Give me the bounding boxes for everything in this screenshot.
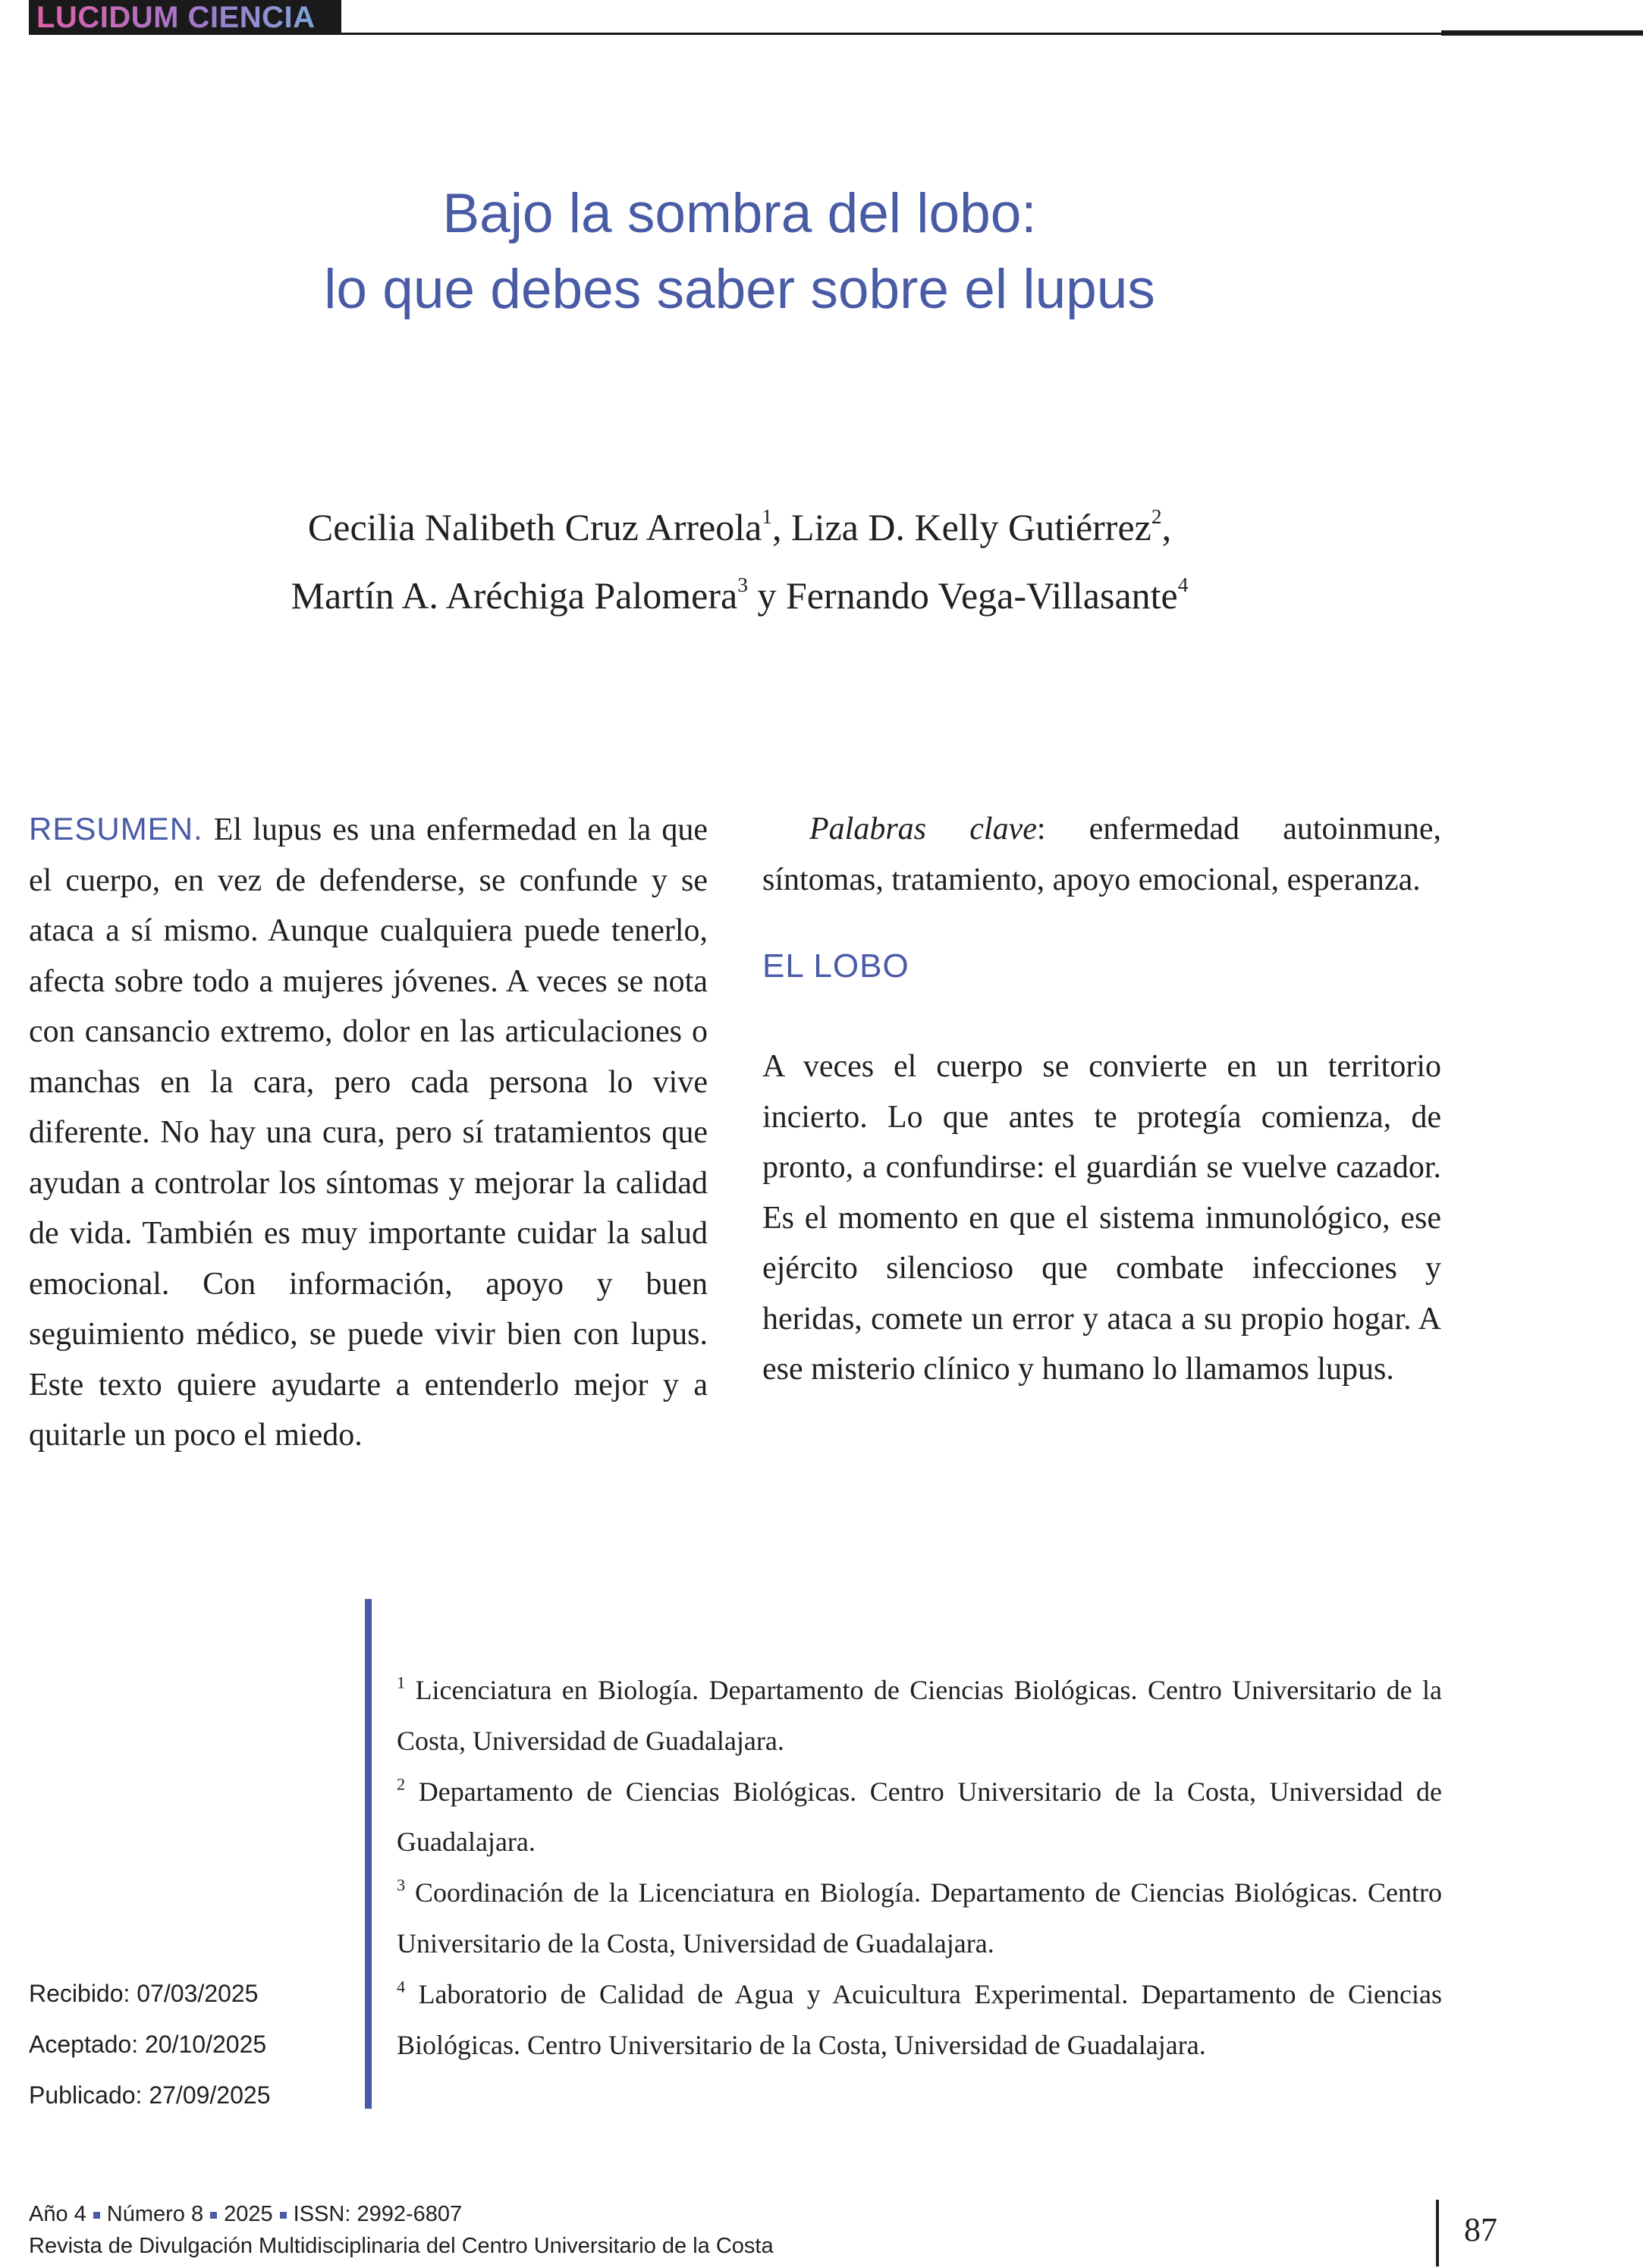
square-bullet-icon: [210, 2212, 217, 2219]
footnote-text: Departamento de Ciencias Biológicas. Centro Universitario de la Costa, Universidad de Guadalajara.: [397, 1776, 1442, 1858]
journal-brand-name: LUCIDUM CIENCIA: [36, 1, 316, 34]
footnote-item: [397, 1969, 1442, 2071]
footnote-number: 3: [397, 1875, 406, 1895]
square-bullet-icon: [280, 2212, 287, 2219]
journal-name: Revista de Divulgación Multidisciplinaria del Centro Universitario de la Costa: [29, 2234, 774, 2258]
abstract-paragraph: [29, 804, 708, 1461]
author-affiliation-mark: 3: [737, 573, 748, 596]
page-footer: [29, 2198, 774, 2262]
author-affiliation-mark: 1: [762, 504, 773, 528]
issue-issn: ISSN: 2992-6807: [293, 2202, 463, 2226]
author-separator: ,: [1161, 506, 1172, 548]
page-number-rule: [1436, 2200, 1439, 2266]
issue-pub-year: 2025: [224, 2202, 273, 2226]
date-received: Recibido: 07/03/2025: [29, 1980, 259, 2007]
author-name: Martín A. Aréchiga Palomera: [291, 574, 738, 617]
footnote-item: [397, 1665, 1442, 1767]
footnote-item: [397, 1867, 1442, 1969]
author-separator: y: [747, 574, 786, 617]
date-accepted: Aceptado: 20/10/2025: [29, 2031, 267, 2058]
footnote-number: 4: [397, 1977, 406, 1996]
footnote-text: Coordinación de la Licenciatura en Biología. Departamento de Ciencias Biológicas. Centro Universitario de la Costa, Universidad de Guadalajara.: [397, 1877, 1442, 1959]
abstract-text: El lupus es una enfermedad en la que el cuerpo, en vez de defenderse, se confunde y se ataca a sí mismo. Aunque cualquiera puede tenerlo, afecta sobre todo a mujeres jóvenes. A veces se nota con cansancio extremo, dolor en las articulaciones o manchas en la cara, pero cada persona lo vive diferente. No hay una cura, pero sí tratamientos que ayudan a controlar los síntomas y mejorar la calidad de vida. También es muy importante cuidar la salud emocional. Con información, apoyo y buen seguimiento médico, se puede vivir bien con lupus. Este texto quiere ayudarte a entenderlo mejor y a quitarle un poco el miedo.: [29, 812, 708, 1453]
title-line-1: Bajo la sombra del lobo:: [442, 183, 1037, 244]
article-title: [0, 176, 1479, 328]
section-heading: EL LOBO: [762, 947, 909, 985]
keywords-label: Palabras clave: [809, 812, 1037, 847]
keywords-text: : enfermedad autoinmune, síntomas, tratamiento, apoyo emocional, esperanza.: [762, 812, 1442, 897]
section-paragraph: A veces el cuerpo se convierte en un territorio incierto. Lo que antes te protegía comienza, de pronto, a confundirse: el guardián se vuelve cazador. Es el momento en que el sistema inmunológico, ese ejército silencioso que combate infecciones y heridas, comete un error y ataca a su propio hogar. A ese misterio clínico y humano lo llamamos lupus.: [762, 1049, 1441, 1387]
affiliations-footnotes: [397, 1665, 1442, 2070]
page-number: 87: [1464, 2211, 1497, 2248]
footnote-number: 1: [397, 1673, 406, 1692]
right-column: [762, 804, 1441, 1395]
date-published: Publicado: 27/09/2025: [29, 2081, 271, 2109]
footnote-item: [397, 1767, 1442, 1868]
footnote-text: Laboratorio de Calidad de Agua y Acuicultura Experimental. Departamento de Ciencias Biológicas. Centro Universitario de la Costa, Universidad de Guadalajara.: [397, 1978, 1442, 2060]
footnotes-accent-bar: [365, 1599, 372, 2109]
author-name: Cecilia Nalibeth Cruz Arreola: [307, 506, 762, 548]
author-affiliation-mark: 4: [1177, 573, 1189, 596]
author-name: Fernando Vega-Villasante: [785, 574, 1178, 617]
author-line-2: [0, 561, 1479, 630]
title-line-2: lo que debes saber sobre el lupus: [324, 259, 1155, 320]
author-affiliation-mark: 2: [1151, 504, 1162, 528]
issue-number: Número 8: [106, 2202, 204, 2226]
footnote-number: 2: [397, 1774, 406, 1794]
issue-info: [29, 2198, 774, 2230]
abstract-column: [29, 804, 708, 1461]
author-separator: ,: [772, 506, 792, 548]
header-rule: [341, 33, 1441, 35]
issue-year: Año 4: [29, 2202, 86, 2226]
square-bullet-icon: [93, 2212, 100, 2219]
keywords-paragraph: [762, 804, 1441, 905]
abstract-label: RESUMEN.: [29, 811, 203, 847]
journal-brand-banner: [29, 0, 341, 35]
header-rule-thick: [1441, 30, 1643, 36]
footnote-text: Licenciatura en Biología. Departamento de Ciencias Biológicas. Centro Universitario de la Costa, Universidad de Guadalajara.: [397, 1675, 1442, 1756]
author-line-1: [0, 493, 1479, 561]
author-name: Liza D. Kelly Gutiérrez: [791, 506, 1151, 548]
article-dates: [29, 1968, 270, 2121]
author-list: [0, 493, 1479, 630]
